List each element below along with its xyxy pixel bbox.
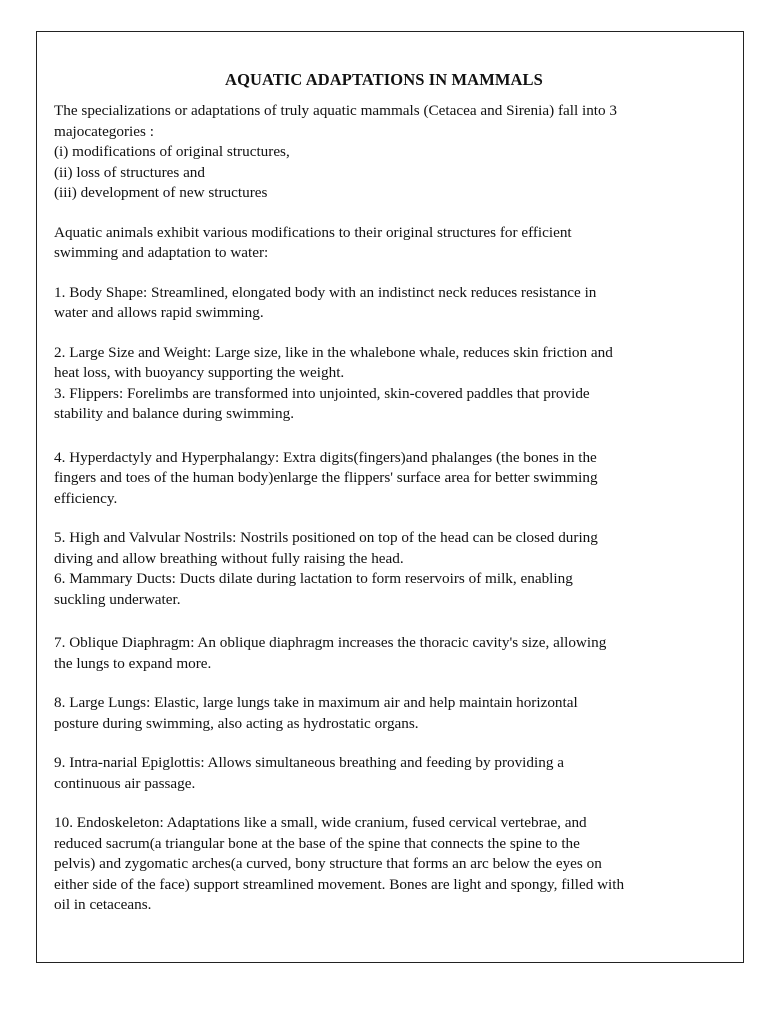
point-diaphragm xyxy=(54,633,714,674)
intro-paragraph xyxy=(54,101,714,204)
point-line: 7. Oblique Diaphragm: An oblique diaphragm increases the thoracic cavity's size, allowing xyxy=(54,634,607,651)
point-line: suckling underwater. xyxy=(54,590,181,608)
point-line: 10. Endoskeleton: Adaptations like a small, wide cranium, fused cervical vertebrae, and xyxy=(54,814,587,831)
lead-paragraph xyxy=(54,223,714,264)
intro-line: (ii) loss of structures and xyxy=(54,163,205,181)
point-line: heat loss, with buoyancy supporting the weight. xyxy=(54,364,345,381)
lead-line: swimming and adaptation to water: xyxy=(54,244,269,261)
point-mammary-ducts xyxy=(54,569,714,610)
point-line: either side of the face) support streamlined movement. Bones are light and spongy, filled with xyxy=(54,875,625,893)
intro-line: (iii) development of new structures xyxy=(54,184,268,201)
intro-line: majocategories : xyxy=(54,122,154,140)
lead-line: Aquatic animals exhibit various modifications to their original structures for efficient xyxy=(54,223,572,241)
intro-line: (i) modifications of original structures, xyxy=(54,143,290,160)
intro-line: The specializations or adaptations of truly aquatic mammals (Cetacea and Sirenia) fall into 3 xyxy=(54,102,618,119)
point-line: 5. High and Valvular Nostrils: Nostrils positioned on top of the head can be closed during xyxy=(54,529,598,546)
point-endoskeleton xyxy=(54,813,714,916)
point-line: water and allows rapid swimming. xyxy=(54,304,264,321)
point-line: 3. Flippers: Forelimbs are transformed into unjointed, skin-covered paddles that provide xyxy=(54,384,590,402)
point-line: stability and balance during swimming. xyxy=(54,405,295,422)
point-flippers xyxy=(54,384,714,425)
page-title: AQUATIC ADAPTATIONS IN MAMMALS xyxy=(225,70,543,89)
point-epiglottis xyxy=(54,753,714,794)
point-line: 1. Body Shape: Streamlined, elongated body with an indistinct neck reduces resistance in xyxy=(54,283,597,301)
point-size-weight xyxy=(54,343,714,384)
point-line: fingers and toes of the human body)enlarge the flippers' surface area for better swimming xyxy=(54,469,598,486)
point-nostrils xyxy=(54,528,714,569)
point-line: 9. Intra-narial Epiglottis: Allows simultaneous breathing and feeding by providing a xyxy=(54,754,564,771)
point-line: oil in cetaceans. xyxy=(54,896,152,913)
point-line: 2. Large Size and Weight: Large size, like in the whalebone whale, reduces skin friction and xyxy=(54,343,613,361)
point-line: the lungs to expand more. xyxy=(54,654,212,672)
point-line: 4. Hyperdactyly and Hyperphalangy: Extra digits(fingers)and phalanges (the bones in the xyxy=(54,448,597,466)
point-hyperdactyly xyxy=(54,448,714,510)
point-line: posture during swimming, also acting as hydrostatic organs. xyxy=(54,714,419,732)
point-line: 6. Mammary Ducts: Ducts dilate during lactation to form reservoirs of milk, enabling xyxy=(54,570,573,587)
point-line: diving and allow breathing without fully raising the head. xyxy=(54,549,404,567)
point-lungs xyxy=(54,693,714,734)
document-body xyxy=(54,70,714,916)
point-line: pelvis) and zygomatic arches(a curved, bony structure that forms an arc below the eyes on xyxy=(54,855,602,872)
point-body-shape xyxy=(54,283,714,324)
page-border xyxy=(36,31,744,963)
point-line: reduced sacrum(a triangular bone at the base of the spine that connects the spine to the xyxy=(54,834,580,852)
point-line: efficiency. xyxy=(54,489,118,507)
point-line: continuous air passage. xyxy=(54,774,196,792)
point-line: 8. Large Lungs: Elastic, large lungs take in maximum air and help maintain horizontal xyxy=(54,694,578,711)
